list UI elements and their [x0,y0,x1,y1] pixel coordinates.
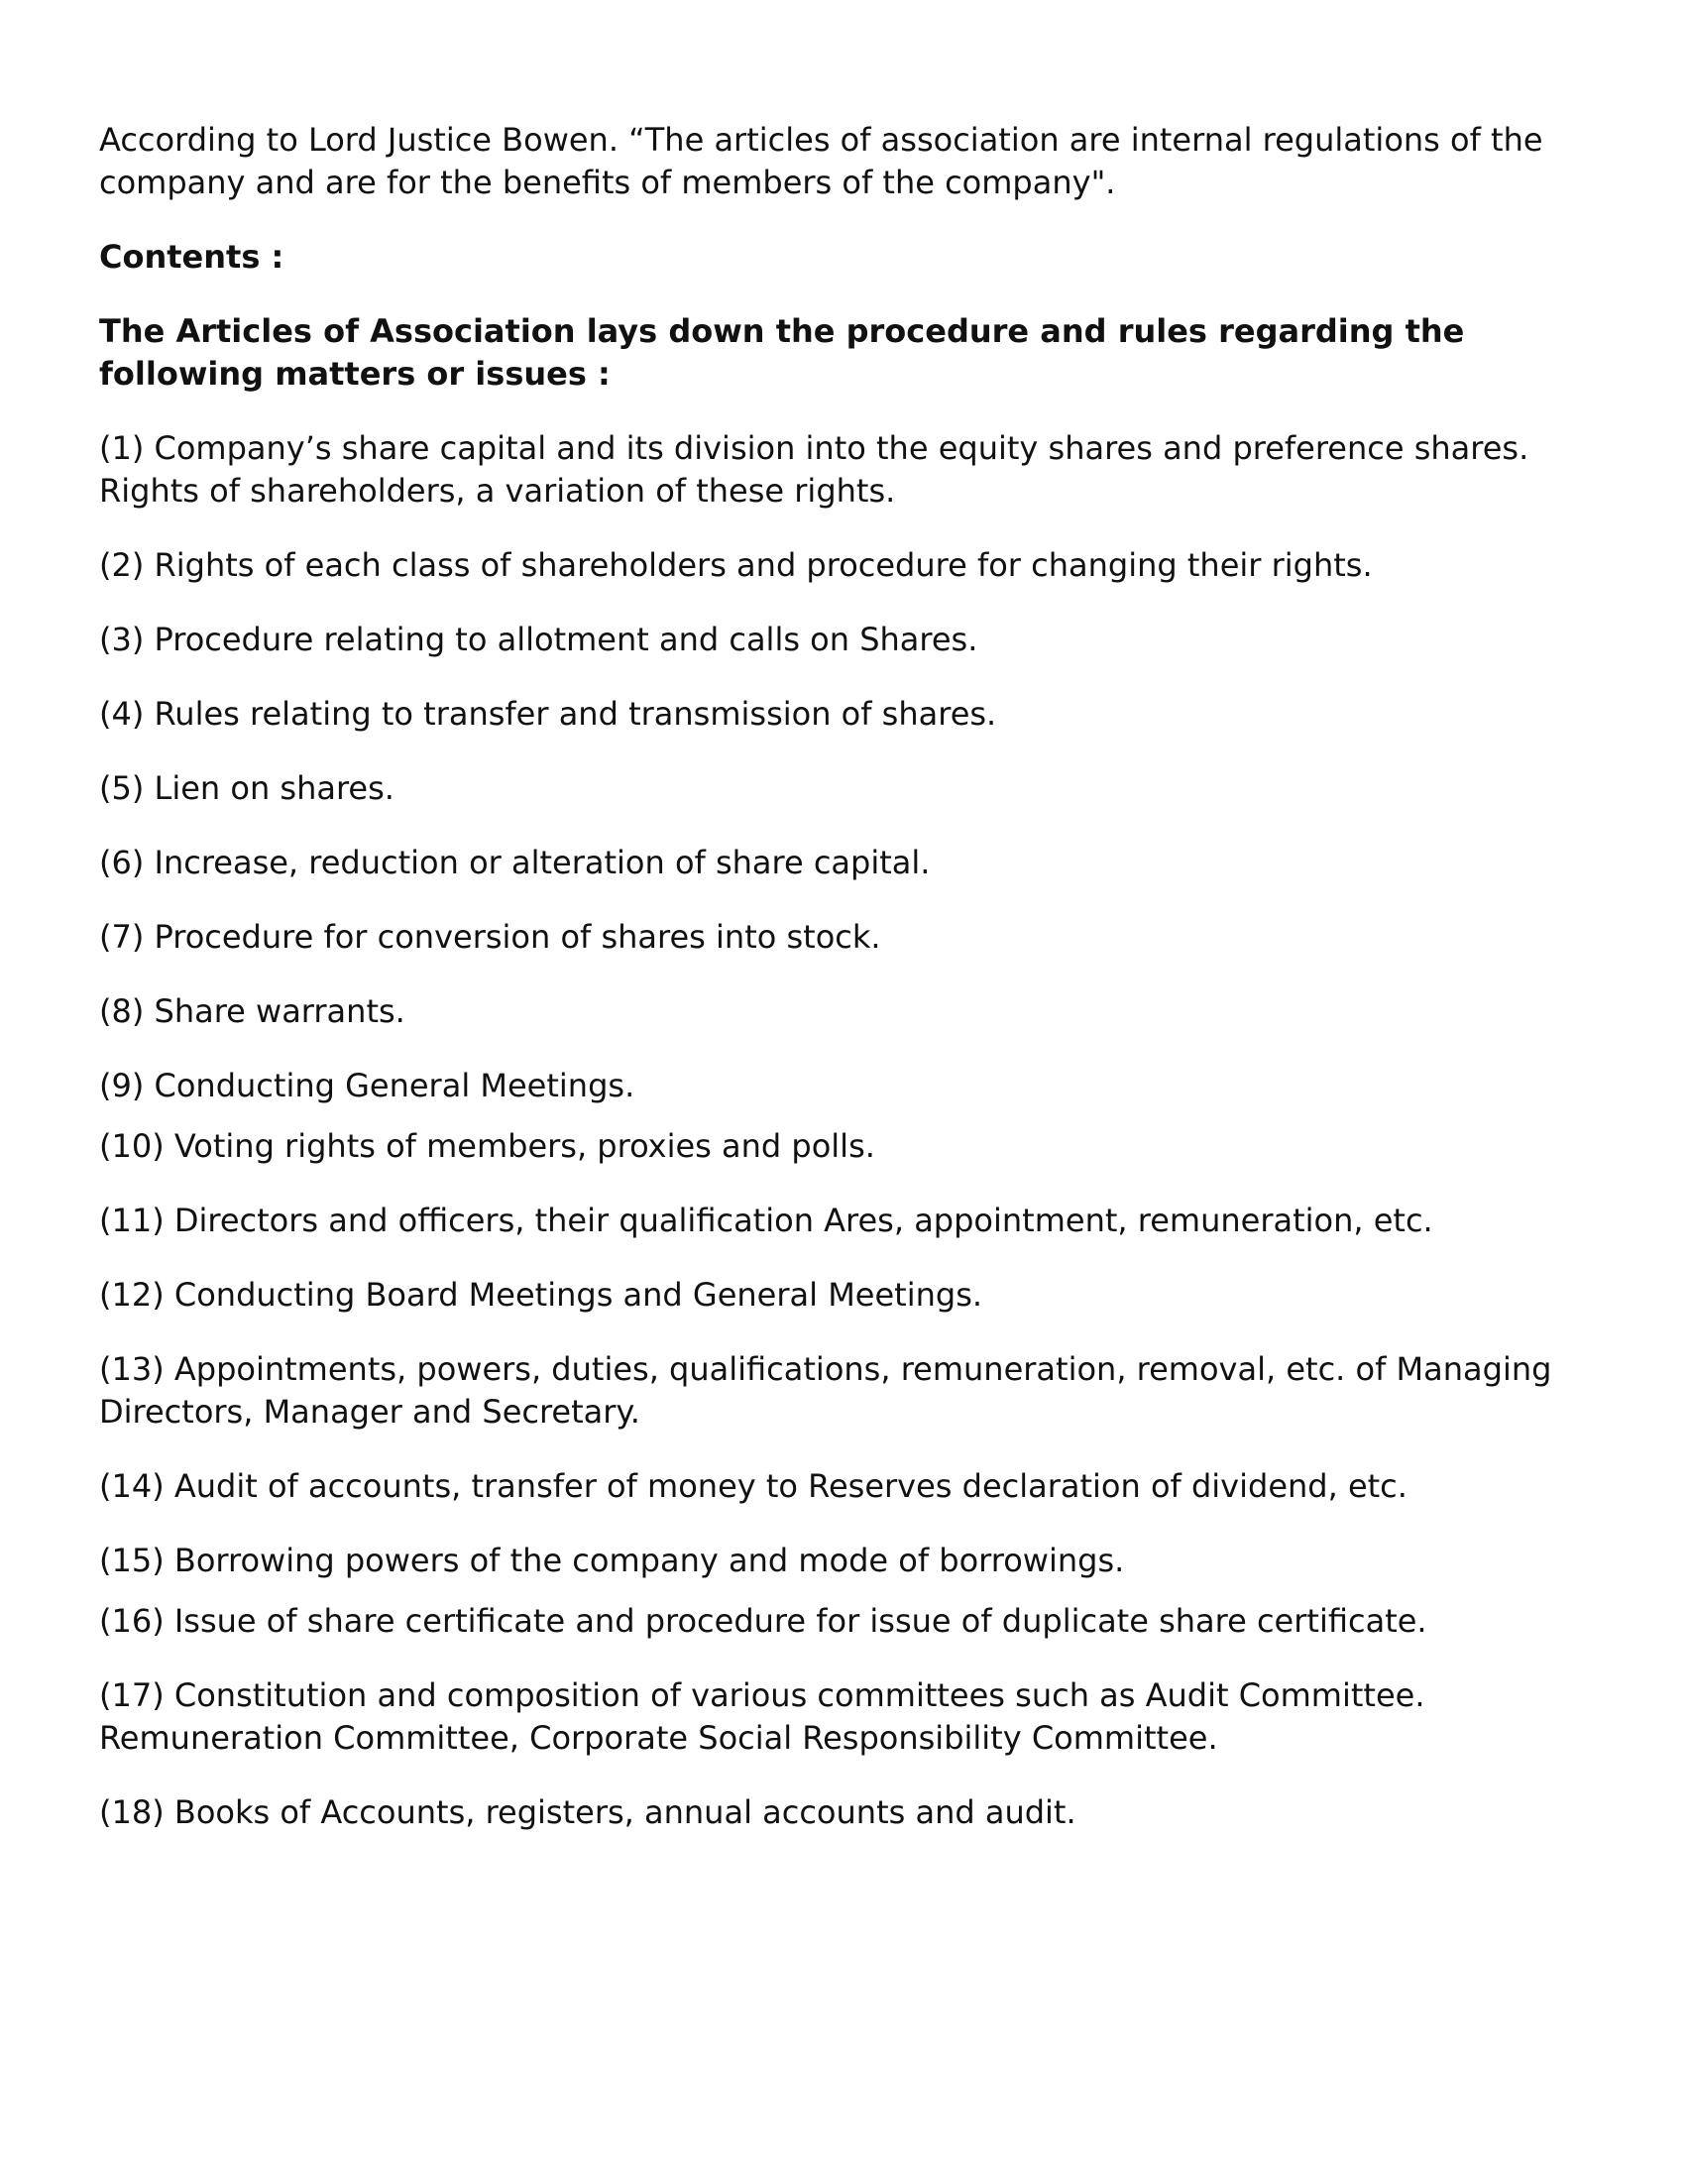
list-item: (6) Increase, reduction or alteration of share capital. [99,844,931,881]
lead-heading: The Articles of Association lays down the procedure and rules regarding the following matters or issues : [99,312,1465,393]
list-item: (2) Rights of each class of shareholders and procedure for changing their rights. [99,546,1373,584]
intro-paragraph: According to Lord Justice Bowen. “The articles of association are internal regulations of the company and are for the benefits of members of the company". [99,121,1543,201]
list-item: (15) Borrowing powers of the company and mode of borrowings. [99,1542,1125,1579]
list-item: (7) Procedure for conversion of shares into stock. [99,918,881,956]
list-item: (11) Directors and officers, their qualification Ares, appointment, remuneration, etc. [99,1202,1433,1239]
list-item: (14) Audit of accounts, transfer of money to Reserves declaration of dividend, etc. [99,1467,1407,1505]
document-page [99,119,1586,1834]
list-item: (8) Share warrants. [99,992,405,1030]
articles-list [99,427,1586,1834]
list-item: (17) Constitution and composition of various committees such as Audit Committee. Remuneration Committee, Corporate Social Responsibility Committee. [99,1676,1425,1757]
list-item: (16) Issue of share certificate and procedure for issue of duplicate share certificate. [99,1602,1427,1640]
contents-heading: Contents : [99,238,284,276]
list-item: (18) Books of Accounts, registers, annual accounts and audit. [99,1793,1076,1831]
list-item: (3) Procedure relating to allotment and calls on Shares. [99,621,978,658]
list-item: (1) Company’s share capital and its division into the equity shares and preference shares. Rights of shareholders, a variation of these rights. [99,429,1529,510]
list-item: (10) Voting rights of members, proxies and polls. [99,1127,875,1165]
list-item: (12) Conducting Board Meetings and General Meetings. [99,1276,983,1314]
list-item: (13) Appointments, powers, duties, qualifications, remuneration, removal, etc. of Managing Directors, Manager and Secretary. [99,1350,1552,1431]
list-item: (5) Lien on shares. [99,769,394,807]
list-item: (4) Rules relating to transfer and transmission of shares. [99,695,997,733]
list-item: (9) Conducting General Meetings. [99,1067,635,1104]
